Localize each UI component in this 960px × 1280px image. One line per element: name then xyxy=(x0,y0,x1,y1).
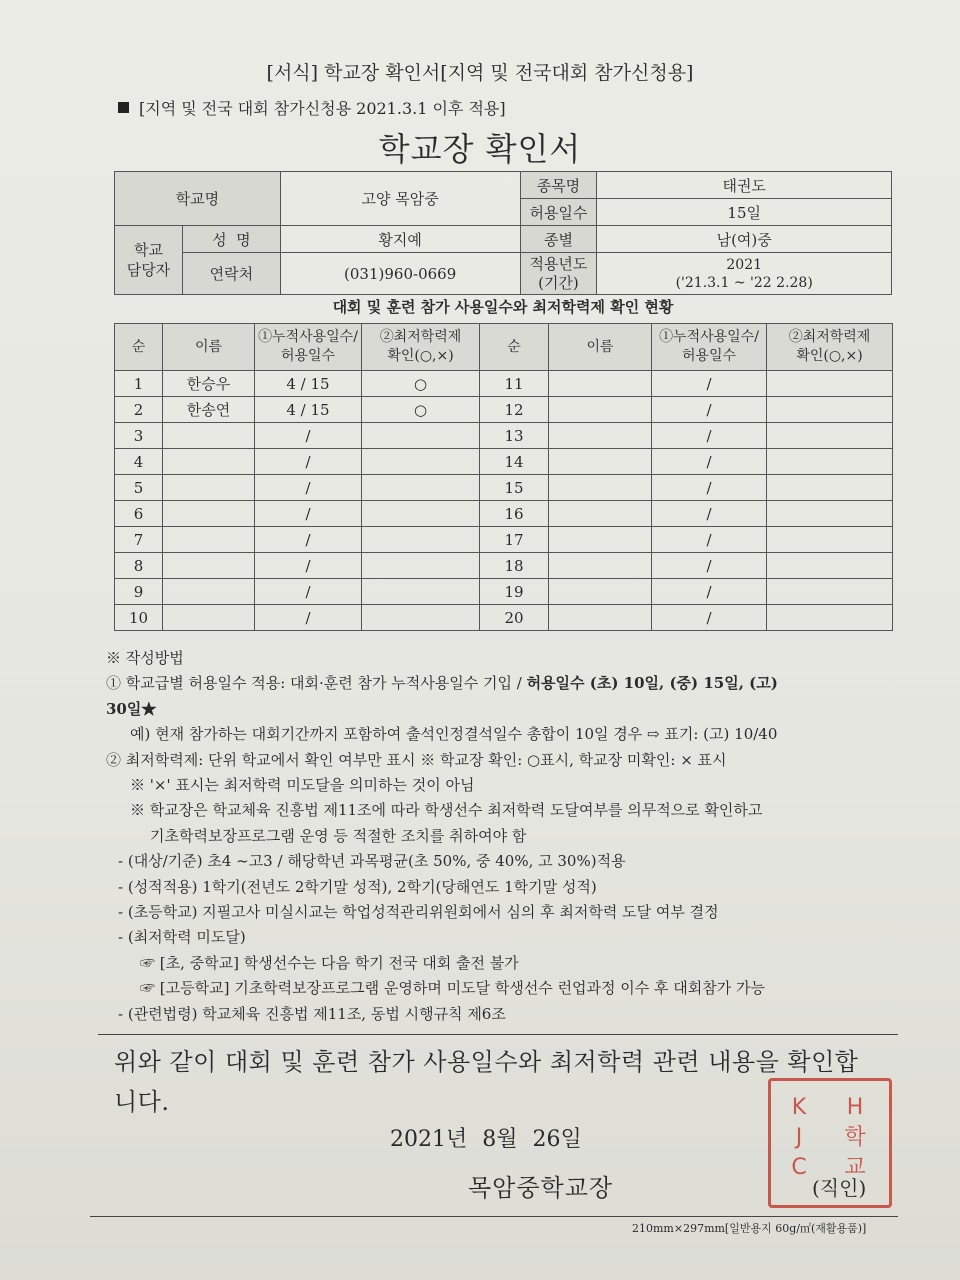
row-number: 1 xyxy=(115,371,163,397)
academic-check xyxy=(767,397,893,423)
cumulative-days: / xyxy=(652,605,767,631)
student-name xyxy=(549,397,652,423)
note-11: ☞ [초, 중학교] 학생선수는 다음 학기 전국 대회 출전 불가 xyxy=(140,953,519,972)
academic-check xyxy=(767,605,893,631)
category-label: 종별 xyxy=(520,226,597,253)
table-row xyxy=(115,553,893,579)
header-name-right: 이름 xyxy=(549,324,652,371)
cumulative-days: / xyxy=(652,397,767,423)
row-number: 12 xyxy=(480,397,549,423)
cumulative-days: / xyxy=(255,553,362,579)
row-number: 14 xyxy=(480,449,549,475)
student-name xyxy=(549,501,652,527)
student-name xyxy=(163,579,255,605)
academic-check xyxy=(767,501,893,527)
student-name xyxy=(163,605,255,631)
seal-char: K xyxy=(791,1095,807,1120)
academic-check xyxy=(767,371,893,397)
instructions-heading: ※ 작성방법 xyxy=(106,649,184,667)
cumulative-days: / xyxy=(255,475,362,501)
row-number: 3 xyxy=(115,423,163,449)
note-12: ☞ [고등학교] 기초학력보장프로그램 운영하며 미도달 학생선수 런업과정 이수 후 대회참가 가능 xyxy=(140,979,766,998)
note-10: - (최저학력 미도달) xyxy=(118,928,246,947)
cumulative-days: / xyxy=(652,527,767,553)
student-name xyxy=(549,605,652,631)
row-number: 9 xyxy=(115,579,163,605)
info-row xyxy=(115,226,892,253)
student-name xyxy=(163,423,255,449)
application-note-text: [지역 및 전국 대회 참가신청용 2021.3.1 이후 적용] xyxy=(139,99,506,118)
row-number: 18 xyxy=(480,553,549,579)
header-academic-line-2: 확인(○,×) xyxy=(387,348,454,364)
cumulative-days: / xyxy=(652,475,767,501)
academic-check xyxy=(362,501,480,527)
row-number: 6 xyxy=(115,501,163,527)
header-days-line-2: 허용일수 xyxy=(681,348,737,364)
header-academic-line-1: ②최저학력제 xyxy=(788,329,871,345)
cumulative-days: / xyxy=(652,423,767,449)
row-number: 20 xyxy=(480,605,549,631)
header-days-line-1: ①누적사용일수/ xyxy=(258,329,358,345)
header-days-line-2: 허용일수 xyxy=(280,348,336,364)
note-9: - (초등학교) 지필고사 미실시교는 학업성적관리위원회에서 심의 후 최저학력 도달 여부 결정 xyxy=(118,903,719,922)
header-days-line-1: ①누적사용일수/ xyxy=(659,329,759,345)
academic-check xyxy=(362,475,480,501)
row-number: 13 xyxy=(480,423,549,449)
student-name xyxy=(549,579,652,605)
header-academic xyxy=(362,324,480,371)
student-name xyxy=(549,553,652,579)
row-number: 2 xyxy=(115,397,163,423)
table-row xyxy=(115,371,893,397)
header-academic-right xyxy=(767,324,893,371)
academic-check xyxy=(362,553,480,579)
cumulative-days: / xyxy=(255,605,362,631)
student-name xyxy=(163,553,255,579)
cumulative-days: / xyxy=(652,501,767,527)
document-heading: 학교장 확인서 xyxy=(378,130,582,168)
form-title: [서식] 학교장 확인서[지역 및 전국대회 참가신청용] xyxy=(266,62,694,84)
academic-check xyxy=(767,449,893,475)
header-academic-line-1: ②최저학력제 xyxy=(379,329,462,345)
header-days xyxy=(255,324,362,371)
student-name xyxy=(163,501,255,527)
academic-check xyxy=(362,527,480,553)
student-name: 한송연 xyxy=(163,397,255,423)
header-no-right: 순 xyxy=(480,324,549,371)
school-value: 고양 목암중 xyxy=(280,172,520,226)
year-label-line-1: 적용년도 xyxy=(529,254,588,273)
cumulative-days: / xyxy=(255,423,362,449)
note-line xyxy=(106,697,906,722)
paper-spec: 210mm×297mm[일반용지 60g/㎡(재활용품)] xyxy=(632,1222,867,1235)
cumulative-days: / xyxy=(652,553,767,579)
contact-label: 연락처 xyxy=(182,253,280,295)
row-number: 17 xyxy=(480,527,549,553)
academic-check xyxy=(362,423,480,449)
allowed-days-label: 허용일수 xyxy=(520,199,597,226)
note-8: - (성적적용) 1학기(전년도 2학기말 성적), 2학기(당해연도 1학기말 성적) xyxy=(118,877,597,896)
student-name xyxy=(163,527,255,553)
academic-check xyxy=(362,579,480,605)
instructions xyxy=(106,646,906,1027)
sport-value: 태권도 xyxy=(597,172,892,199)
table-row xyxy=(115,605,893,631)
header-no: 순 xyxy=(115,324,163,371)
cumulative-days: / xyxy=(652,449,767,475)
cumulative-days: 4 / 15 xyxy=(255,397,362,423)
cumulative-days: / xyxy=(255,501,362,527)
row-number: 16 xyxy=(480,501,549,527)
allowed-days-value: 15일 xyxy=(597,199,892,226)
status-header-row xyxy=(115,324,893,371)
header-academic-line-2: 확인(○,×) xyxy=(796,348,863,364)
note-13: - (관련법령) 학교체육 진흥법 제11조, 동법 시행규칙 제6조 xyxy=(118,1004,506,1023)
note-5: ※ 학교장은 학교체육 진흥법 제11조에 따라 학생선수 최저학력 도달여부를 의무적으로 확인하고 xyxy=(130,801,763,820)
principal-title: 목암중학교장 xyxy=(468,1174,614,1202)
student-name xyxy=(163,449,255,475)
seal-char: C xyxy=(791,1155,807,1180)
seal-label: (직인) xyxy=(812,1176,867,1200)
note-4: ※ '×' 표시는 최저학력 미도달을 의미하는 것이 아님 xyxy=(130,776,475,795)
cumulative-days: / xyxy=(652,371,767,397)
student-name xyxy=(549,423,652,449)
row-number: 8 xyxy=(115,553,163,579)
note-2: ② 최저학력제: 단위 학교에서 확인 여부만 표시 ※ 학교장 확인: ○표시, 학교장 미확인: × 표시 xyxy=(106,750,727,769)
status-table xyxy=(114,323,893,631)
year-number: 2021 xyxy=(726,256,763,273)
academic-check xyxy=(362,449,480,475)
row-number: 11 xyxy=(480,371,549,397)
academic-check xyxy=(767,423,893,449)
header-days-right xyxy=(652,324,767,371)
table-row xyxy=(115,501,893,527)
school-label: 학교명 xyxy=(115,172,281,226)
row-number: 19 xyxy=(480,579,549,605)
academic-check: ○ xyxy=(362,371,480,397)
row-number: 15 xyxy=(480,475,549,501)
info-row xyxy=(115,172,892,199)
student-name xyxy=(549,475,652,501)
academic-check xyxy=(767,553,893,579)
seal-char: 교 xyxy=(844,1155,866,1180)
table-row xyxy=(115,397,893,423)
manager-label-line-2: 담당자 xyxy=(126,261,171,279)
student-name xyxy=(549,371,652,397)
info-row xyxy=(115,253,892,295)
note-1-allowed-days: 허용일수 (초) 10일, (중) 15일, (고) xyxy=(526,674,778,693)
student-name: 한승우 xyxy=(163,371,255,397)
cumulative-days: / xyxy=(255,527,362,553)
row-number: 5 xyxy=(115,475,163,501)
year-label-line-2: (기간) xyxy=(538,273,579,292)
divider xyxy=(98,1034,898,1035)
sport-label: 종목명 xyxy=(520,172,597,199)
note-1-continued: 30일★ xyxy=(106,699,157,718)
note-6: 기초학력보장프로그램 운영 등 적절한 조치를 취하여야 함 xyxy=(150,826,527,845)
confirmation-line-2: 니다. xyxy=(114,1088,170,1116)
year-label xyxy=(520,253,597,295)
year-period: ('21.3.1 ~ '22 2.28) xyxy=(675,274,813,291)
row-number: 7 xyxy=(115,527,163,553)
cumulative-days: / xyxy=(652,579,767,605)
manager-label xyxy=(115,226,183,295)
table-row xyxy=(115,475,893,501)
status-table-title: 대회 및 훈련 참가 사용일수와 최저학력제 확인 현황 xyxy=(332,298,674,316)
contact-value: (031)960-0669 xyxy=(280,253,520,295)
row-number: 10 xyxy=(115,605,163,631)
seal-char: 학 xyxy=(844,1125,866,1150)
note-1-text: ① 학교급별 허용일수 적용: 대회·훈련 참가 누적사용일수 기입 / xyxy=(106,674,527,693)
academic-check xyxy=(767,475,893,501)
manager-label-line-1: 학교 xyxy=(133,241,163,259)
year-value xyxy=(597,253,892,295)
student-name xyxy=(549,449,652,475)
square-bullet-icon xyxy=(118,102,129,113)
confirmation-line-1: 위와 같이 대회 및 훈련 참가 사용일수와 최저학력 관련 내용을 확인합 xyxy=(114,1048,859,1076)
student-name xyxy=(549,527,652,553)
academic-check: ○ xyxy=(362,397,480,423)
divider xyxy=(90,1216,898,1217)
seal-char: J xyxy=(795,1125,803,1150)
student-name xyxy=(163,475,255,501)
table-row xyxy=(115,579,893,605)
seal-char: H xyxy=(846,1095,864,1120)
header-name: 이름 xyxy=(163,324,255,371)
issue-date: 2021년 8월 26일 xyxy=(390,1127,582,1152)
cumulative-days: / xyxy=(255,449,362,475)
table-row xyxy=(115,449,893,475)
row-number: 4 xyxy=(115,449,163,475)
note-7: - (대상/기준) 초4 ~고3 / 해당학년 과목평균(초 50%, 중 40%, 고 30%)적용 xyxy=(118,852,626,871)
name-label: 성 명 xyxy=(182,226,280,253)
note-example: 예) 현재 참가하는 대회기간까지 포함하여 출석인정결석일수 총합이 10일 경우 ⇨ 표기: (고) 10/40 xyxy=(130,725,778,744)
table-row xyxy=(115,527,893,553)
cumulative-days: / xyxy=(255,579,362,605)
application-note xyxy=(118,96,506,119)
cumulative-days: 4 / 15 xyxy=(255,371,362,397)
table-row xyxy=(115,423,893,449)
info-table xyxy=(114,171,892,295)
academic-check xyxy=(767,579,893,605)
academic-check xyxy=(362,605,480,631)
category-value: 남(여)중 xyxy=(597,226,892,253)
name-value: 황지예 xyxy=(280,226,520,253)
academic-check xyxy=(767,527,893,553)
note-line xyxy=(106,671,906,696)
